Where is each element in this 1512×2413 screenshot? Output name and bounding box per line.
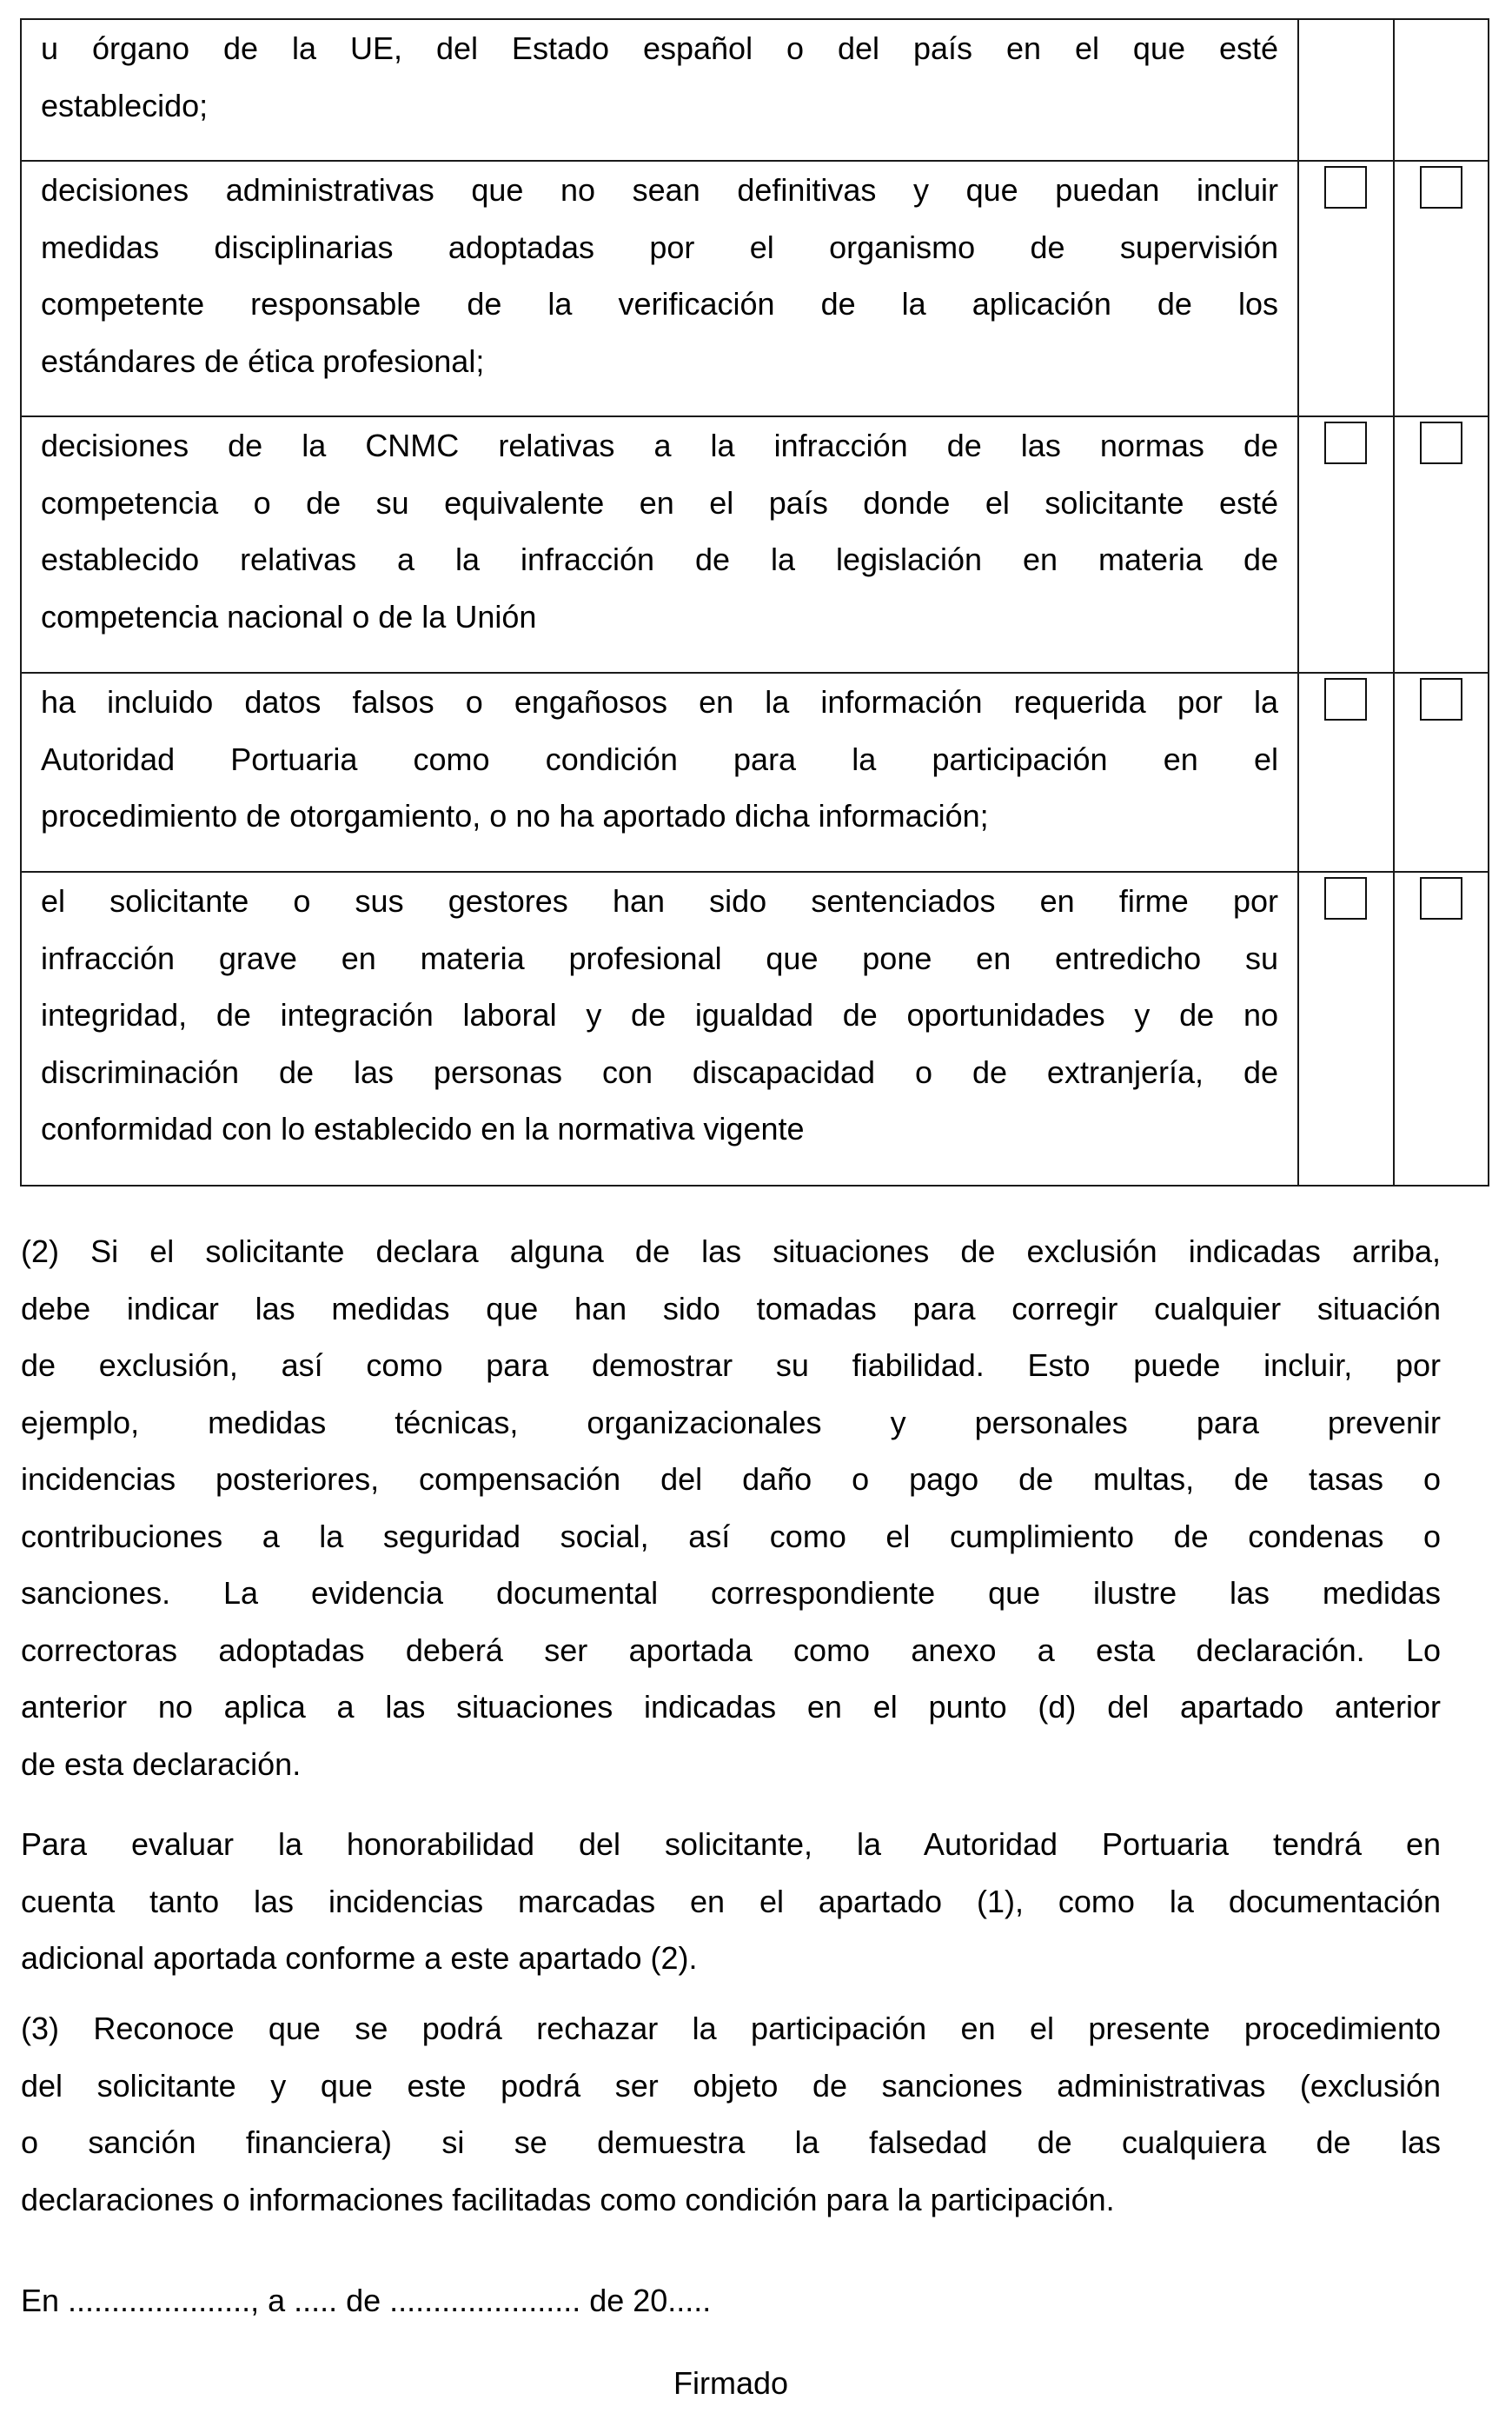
checkbox-no[interactable] bbox=[1420, 166, 1462, 209]
criterion-line: discriminación de las personas con discapacidad o de extranjería, de bbox=[41, 1054, 1278, 1090]
exclusion-criterion-text bbox=[21, 161, 1298, 416]
paragraph-line: Para evaluar la honorabilidad del solicitante, la Autoridad Portuaria tendrá en bbox=[21, 1826, 1441, 1862]
checkbox-yes[interactable] bbox=[1324, 877, 1367, 920]
paragraph-line: contribuciones a la seguridad social, así como el cumplimiento de condenas o bbox=[21, 1518, 1441, 1554]
paragraph-line: de esta declaración. bbox=[21, 1745, 302, 1782]
paragraph-line: del solicitante y que este podrá ser objeto de sanciones administrativas (exclusión bbox=[21, 2067, 1441, 2104]
criterion-line: u órgano de la UE, del Estado español o del país en el que esté bbox=[41, 30, 1278, 66]
checkbox-cell-no bbox=[1394, 673, 1489, 872]
paragraph-line: incidencias posteriores, compensación del daño o pago de multas, de tasas o bbox=[21, 1461, 1441, 1497]
checkbox-no[interactable] bbox=[1420, 877, 1462, 920]
checkbox-cell-no bbox=[1394, 19, 1489, 161]
checkbox-cell-no bbox=[1394, 161, 1489, 416]
criterion-line: decisiones administrativas que no sean definitivas y que puedan incluir bbox=[41, 172, 1278, 208]
criterion-line: competencia nacional o de la Unión bbox=[41, 598, 537, 635]
criterion-line: establecido relativas a la infracción de la legislación en materia de bbox=[41, 542, 1278, 577]
paragraph-line: ejemplo, medidas técnicas, organizacionales y personales para prevenir bbox=[21, 1404, 1441, 1440]
paragraph-line: declaraciones o informaciones facilitadas como condición para la participación. bbox=[21, 2181, 1115, 2217]
exclusion-criterion-text bbox=[21, 872, 1298, 1186]
exclusion-criterion-text bbox=[21, 673, 1298, 872]
checkbox-cell-yes bbox=[1298, 161, 1394, 416]
checkbox-yes[interactable] bbox=[1324, 166, 1367, 209]
criterion-line: estándares de ética profesional; bbox=[41, 342, 485, 379]
criterion-line: infracción grave en materia profesional que pone en entredicho su bbox=[41, 940, 1278, 976]
paragraph-line: correctoras adoptadas deberá ser aportada como anexo a esta declaración. Lo bbox=[21, 1632, 1441, 1668]
criterion-line: medidas disciplinarias adoptadas por el organismo de supervisión bbox=[41, 229, 1278, 265]
checkbox-cell-yes bbox=[1298, 416, 1394, 673]
paragraph-line: de exclusión, así como para demostrar su fiabilidad. Esto puede incluir, por bbox=[21, 1347, 1441, 1383]
paragraph-line: anterior no aplica a las situaciones indicadas en el punto (d) del apartado anterior bbox=[21, 1689, 1441, 1725]
criterion-line: procedimiento de otorgamiento, o no ha aportado dicha información; bbox=[41, 798, 989, 834]
table-row bbox=[21, 872, 1489, 1186]
paragraph-line: o sanción financiera) si se demuestra la falsedad de cualquiera de las bbox=[21, 2124, 1441, 2160]
paragraph-line: (3) Reconoce que se podrá rechazar la participación en el presente procedimiento bbox=[21, 2011, 1441, 2046]
criterion-line: el solicitante o sus gestores han sido sentenciados en firme por bbox=[41, 883, 1278, 919]
exclusion-declaration-table bbox=[20, 18, 1489, 1187]
exclusion-criterion-text bbox=[21, 19, 1298, 161]
table-row bbox=[21, 673, 1489, 872]
checkbox-yes[interactable] bbox=[1324, 422, 1367, 464]
checkbox-cell-no bbox=[1394, 416, 1489, 673]
criterion-line: decisiones de la CNMC relativas a la infracción de las normas de bbox=[41, 428, 1278, 463]
checkbox-cell-yes bbox=[1298, 872, 1394, 1186]
table-row bbox=[21, 416, 1489, 673]
paragraph-section-2 bbox=[21, 1223, 1441, 1792]
table-row bbox=[21, 161, 1489, 416]
table-row bbox=[21, 19, 1489, 161]
paragraph-line: (2) Si el solicitante declara alguna de las situaciones de exclusión indicadas arriba, bbox=[21, 1233, 1441, 1269]
paragraph-line: cuenta tanto las incidencias marcadas en el apartado (1), como la documentación bbox=[21, 1883, 1441, 1919]
paragraph-honorability bbox=[21, 1816, 1441, 1987]
place-date-line: En ....................., a ..... de ...................... de 20..... bbox=[21, 2283, 712, 2318]
criterion-line: ha incluido datos falsos o engañosos en la información requerida por la bbox=[41, 684, 1278, 720]
criterion-line: Autoridad Portuaria como condición para la participación en el bbox=[41, 741, 1278, 777]
checkbox-no[interactable] bbox=[1420, 422, 1462, 464]
table-body bbox=[21, 19, 1489, 1186]
criterion-line: competencia o de su equivalente en el país donde el solicitante esté bbox=[41, 484, 1278, 521]
criterion-line: conformidad con lo establecido en la normativa vigente bbox=[41, 1111, 805, 1147]
checkbox-yes[interactable] bbox=[1324, 678, 1367, 721]
checkbox-no[interactable] bbox=[1420, 678, 1462, 721]
criterion-line: integridad, de integración laboral y de igualdad de oportunidades y de no bbox=[41, 997, 1278, 1033]
signed-label: Firmado bbox=[673, 2365, 789, 2401]
criterion-line: establecido; bbox=[41, 87, 209, 123]
paragraph-line: sanciones. La evidencia documental correspondiente que ilustre las medidas bbox=[21, 1575, 1441, 1611]
checkbox-cell-yes bbox=[1298, 19, 1394, 161]
paragraph-line: debe indicar las medidas que han sido tomadas para corregir cualquier situación bbox=[21, 1290, 1441, 1326]
criterion-line: competente responsable de la verificación de la aplicación de los bbox=[41, 286, 1278, 322]
paragraph-section-3 bbox=[21, 2000, 1441, 2228]
checkbox-cell-no bbox=[1394, 872, 1489, 1186]
paragraph-line: adicional aportada conforme a este apartado (2). bbox=[21, 1940, 698, 1976]
exclusion-criterion-text bbox=[21, 416, 1298, 673]
checkbox-cell-yes bbox=[1298, 673, 1394, 872]
